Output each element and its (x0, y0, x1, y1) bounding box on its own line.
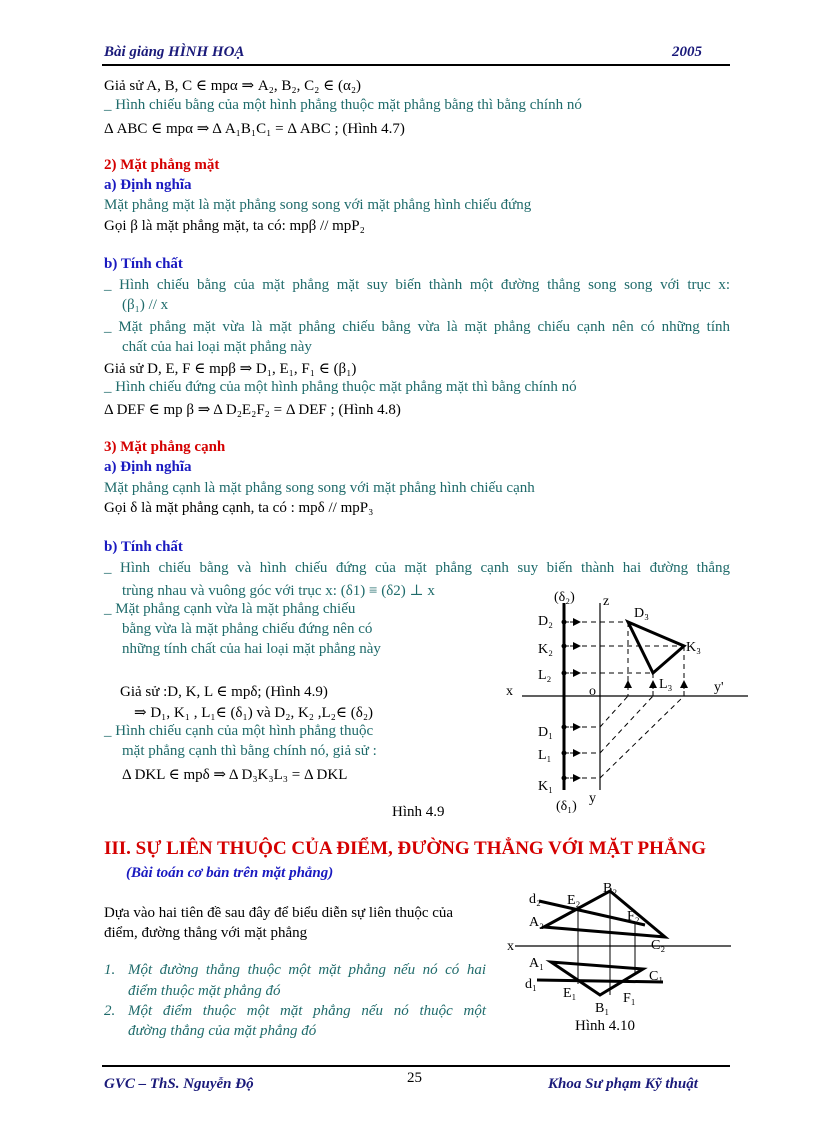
label-y: y (589, 791, 596, 806)
section-3-b: b) Tính chất (104, 539, 183, 555)
item-2-number: 2. (104, 1003, 116, 1019)
section-3-goi: Gọi δ là mặt phẳng cạnh, ta có : mpδ // mpP₃ (104, 500, 374, 516)
item-2-a: Một điểm thuộc một mặt phẳng nếu nó thuộc một (128, 1003, 486, 1019)
label-D2: D₂ (538, 614, 553, 629)
item-1-number: 1. (104, 962, 116, 978)
label-K1: K₁ (538, 779, 553, 794)
section-3-def: Mặt phẳng cạnh là mặt phẳng song song với mặt phẳng hình chiếu cạnh (104, 480, 535, 496)
section-3-p2b: bằng vừa là mặt phẳng chiếu đứng nên có (122, 621, 373, 637)
section-3-p1a: _ Hình chiếu bằng và hình chiếu đứng của mặt phẳng cạnh suy biến thành hai đường thẳng (104, 560, 730, 576)
label-A2: A₂ (529, 915, 544, 930)
label-d1: d₁ (525, 977, 537, 992)
section-3-a: a) Định nghĩa (104, 459, 192, 475)
section-2-goi: Gọi β là mặt phẳng mặt, ta có: mpβ // mpP₂ (104, 218, 365, 234)
section-2-p1a: _ Hình chiếu bằng của mặt phẳng mặt suy biến thành một đường thẳng song song với trục x: (104, 277, 730, 293)
section-III-subtitle: (Bài toán cơ bản trên mặt phẳng) (126, 865, 334, 881)
header-left: Bài giảng HÌNH HOẠ (104, 44, 245, 60)
label-C1: C₁ (649, 969, 664, 984)
section-III-intro-a: Dựa vào hai tiên đề sau đây để biểu diễn sự liên thuộc của (104, 905, 454, 921)
item-1-a: Một đường thẳng thuộc một mặt phẳng nếu nó có hai (128, 962, 486, 978)
label-D3: D₃ (634, 606, 649, 621)
label-K3: K₃ (686, 640, 701, 655)
label-L3: L₃ (659, 677, 673, 692)
label-C2: C₂ (651, 938, 666, 953)
section-III-intro-b: điểm, đường thẳng với mặt phẳng (104, 925, 308, 941)
line-3: Δ ABC ∈ mpα ⇒ Δ A₁B₁C₁ = Δ ABC ; (Hình 4.7) (104, 121, 405, 137)
label-K2: K₂ (538, 642, 553, 657)
section-3-title: 3) Mặt phẳng cạnh (104, 439, 226, 455)
triangle-a2b2c2 (544, 891, 665, 937)
header-right: 2005 (672, 44, 702, 60)
section-2-p2a: _ Mặt phẳng mặt vừa là mặt phẳng chiếu bằng vừa là mặt phẳng chiếu cạnh nên có những tính (104, 319, 730, 335)
section-2-eq: Δ DEF ∈ mp β ⇒ Δ D₂E₂F₂ = Δ DEF ; (Hình 4.8) (104, 402, 401, 418)
label-E2: E₂ (567, 893, 581, 908)
label-x-410: x (507, 939, 514, 954)
section-2-p3: _ Hình chiếu đứng của một hình phẳng thuộc mặt phẳng mặt thì bằng chính nó (104, 379, 577, 395)
label-D1: D₁ (538, 725, 553, 740)
footer-rule (102, 1065, 730, 1067)
label-L2: L₂ (538, 668, 552, 683)
label-B1: B₁ (595, 1001, 610, 1016)
label-F2: F₂ (627, 909, 640, 924)
section-2-def: Mặt phẳng mặt là mặt phẳng song song với mặt phẳng hình chiếu đứng (104, 197, 532, 213)
label-x: x (506, 684, 513, 699)
footer-right: Khoa Sư phạm Kỹ thuật (548, 1076, 698, 1092)
section-3-p2c: những tính chất của hai loại mặt phẳng này (122, 641, 381, 657)
section-2-a: a) Định nghĩa (104, 177, 192, 193)
section-3-p2a: _ Mặt phẳng cạnh vừa là mặt phẳng chiếu (104, 601, 356, 617)
section-3-imp: ⇒ D₁, K₁ , L₁∈ (δ₁) và D₂, K₂ ,L₂∈ (δ₂) (134, 705, 374, 721)
section-2-p1b: (β₁) // x (122, 297, 169, 313)
item-1-b: điểm thuộc mặt phẳng đó (128, 983, 281, 999)
line-d1 (537, 980, 663, 982)
section-3-eq: Δ DKL ∈ mpδ ⇒ Δ D₃K₃L₃ = Δ DKL (122, 767, 348, 783)
figure-4-10 (503, 880, 733, 1035)
line-1: Giả sử A, B, C ∈ mpα ⇒ A₂, B₂, C₂ ∈ (α₂) (104, 78, 362, 94)
section-2-b: b) Tính chất (104, 256, 183, 272)
section-3-p3b: mặt phẳng cạnh thì bằng chính nó, giả sử : (122, 743, 377, 759)
section-2-p2b: chất của hai loại mặt phẳng này (122, 339, 312, 355)
header-rule (102, 64, 730, 66)
line-2: _ Hình chiếu bằng của một hình phẳng thuộc mặt phẳng bằng thì bằng chính nó (104, 97, 582, 113)
section-2-title: 2) Mặt phẳng mặt (104, 157, 220, 173)
label-F1: F₁ (623, 991, 636, 1006)
section-3-gs: Giả sử :D, K, L ∈ mpδ; (Hình 4.9) (120, 684, 328, 700)
section-2-gs: Giả sử D, E, F ∈ mpβ ⇒ D₁, E₁, F₁ ∈ (β₁) (104, 361, 357, 377)
section-III-title: III. SỰ LIÊN THUỘC CỦA ĐIỂM, ĐƯỜNG THẲNG VỚI MẶT PHẲNG (104, 838, 707, 859)
label-E1: E₁ (563, 986, 577, 1001)
label-delta1: (δ₁) (556, 799, 577, 814)
section-3-p3a: _ Hình chiếu cạnh của một hình phẳng thuộc (104, 723, 374, 739)
label-o: o (589, 684, 596, 699)
footer-left: GVC – ThS. Nguyễn Độ (104, 1076, 254, 1092)
label-A1: A₁ (529, 956, 544, 971)
label-delta2: (δ₂) (554, 590, 575, 605)
label-yprime: y' (714, 680, 724, 695)
label-d2: d₂ (529, 892, 541, 907)
label-L1: L₁ (538, 748, 552, 763)
label-z: z (603, 594, 610, 609)
section-3-p1b: trùng nhau và vuông góc với trục x: (δ1) ≡ (δ2) ⊥ x (122, 583, 435, 599)
figure-4-10-caption: Hình 4.10 (575, 1018, 635, 1034)
figure-4-9-caption: Hình 4.9 (392, 804, 445, 820)
triangle-d3k3l3 (628, 622, 684, 673)
figure-4-9 (500, 585, 750, 815)
item-2-b: đường thẳng của mặt phẳng đó (128, 1023, 317, 1039)
page-number: 25 (407, 1070, 422, 1086)
label-B2: B₂ (603, 881, 618, 896)
